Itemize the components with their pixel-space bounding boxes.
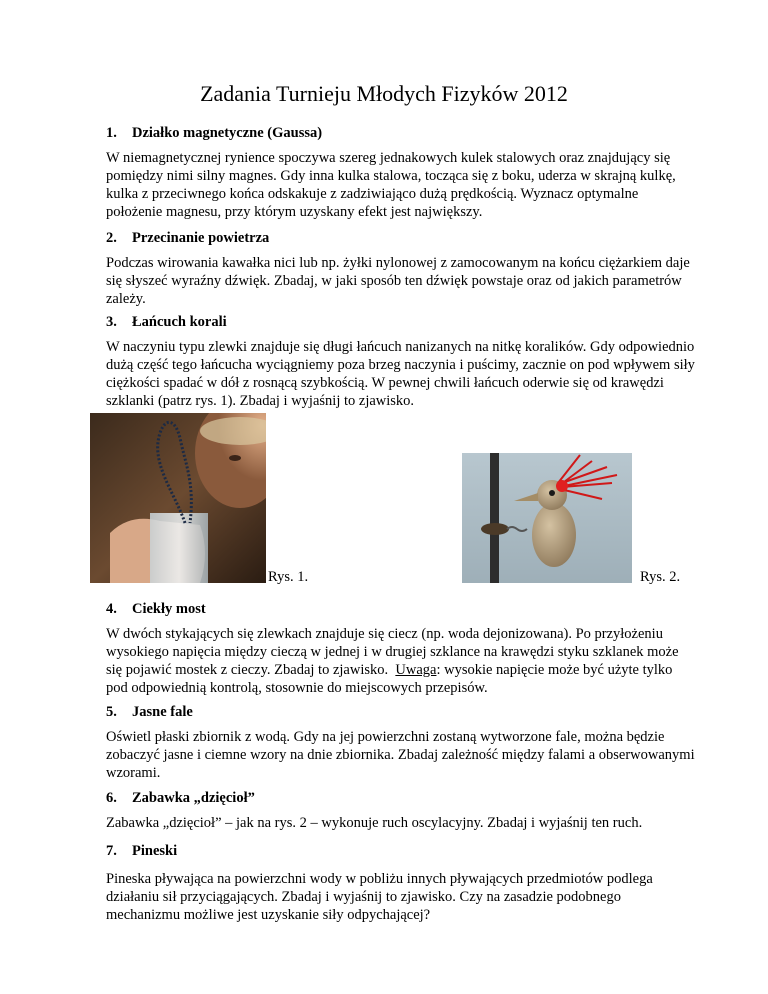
task-number: 4.: [106, 601, 117, 617]
task-title: Działko magnetyczne (Gaussa): [132, 125, 323, 141]
task-number: 1.: [106, 125, 117, 141]
task-text: Oświetl płaski zbiornik z wodą. Gdy na jej powierzchni zostaną wytworzone fale, można będzie zobaczyć jasne i ciemne wzory na dnie zbiornika. Zbadaj zależność między falami a obserwowanymi wzorami.: [106, 729, 695, 781]
figure-2-photo: [462, 453, 632, 583]
page-title: Zadania Turnieju Młodych Fizyków 2012: [200, 81, 568, 106]
figure-1-caption: Rys. 1.: [268, 569, 309, 585]
task-title: Pineski: [132, 843, 178, 859]
task-text: W naczyniu typu zlewki znajduje się długi łańcuch nanizanych na nitkę koralików. Gdy odpowiednio dużą część tego łańcucha wyciągniemy poza brzeg naczynia i puścimy, zacznie on pod wpływem siły ciężkości spadać w dół z rosnącą szybkością. W pewnej chwili łańcuch oderwie się od krawędzi szklanki (patrz rys. 1). Zbadaj i wyjaśnij to zjawisko.: [106, 339, 695, 409]
task-number: 5.: [106, 704, 117, 720]
task-3: [106, 313, 696, 410]
task-heading: [106, 313, 696, 331]
task-text-main: W dwóch stykających się zlewkach znajduje się ciecz (np. woda dejonizowana). Po przyłożeniu wysokiego napięcia między cieczą w jednej i w drugiej szklance na krawędzi styku szklanek może się pojawić mostek z cieczy. Zbadaj to zjawisko.: [106, 626, 679, 678]
task-title: Ciekły most: [132, 601, 206, 617]
task-6: [106, 789, 696, 832]
task-5: [106, 703, 696, 782]
task-text: [106, 625, 696, 697]
task-title: Przecinanie powietrza: [132, 230, 270, 246]
task-heading: [106, 124, 696, 142]
warning-label: Uwaga: [395, 662, 437, 678]
task-number: 7.: [106, 843, 117, 859]
task-title: Zabawka „dzięcioł”: [132, 790, 255, 806]
woodpecker-toy-photo: [462, 453, 632, 583]
task-4: [106, 600, 696, 697]
task-heading: [106, 842, 696, 860]
task-heading: [106, 229, 696, 247]
task-text: W niemagnetycznej rynience spoczywa szereg jednakowych kulek stalowych oraz znajdujący się pomiędzy nimi silny magnes. Gdy inna kulka stalowa, tocząca się z boku, uderza w skrajną kulkę, kulka z przeciwnego końca odskakuje z zadziwiająco dużą prędkością. Wyznacz optymalne położenie magnesu, przy którym uzyskany efekt jest największy.: [106, 150, 676, 220]
task-title: Łańcuch korali: [132, 314, 227, 330]
task-heading: [106, 789, 696, 807]
figure-1-photo: [90, 413, 266, 583]
bead-chain-photo: [90, 413, 266, 583]
task-number: 3.: [106, 314, 117, 330]
task-title: Jasne fale: [132, 704, 193, 720]
figure-2-caption: Rys. 2.: [640, 569, 681, 585]
task-heading: [106, 600, 696, 618]
task-2: [106, 229, 696, 308]
task-text: Podczas wirowania kawałka nici lub np. żyłki nylonowej z zamocowanym na końcu ciężarkiem daje się słyszeć wyraźny dźwięk. Zbadaj, w jaki sposób ten dźwięk powstaje oraz od jakich parametrów zależy.: [106, 255, 690, 307]
task-1: [106, 124, 696, 221]
warning-text: : wysokie napięcie może być użyte tylko pod odpowiednią kontrolą, stosownie do miejscowych przepisów.: [106, 662, 673, 696]
task-7: [106, 842, 696, 924]
task-text: Pineska pływająca na powierzchni wody w pobliżu innych pływających przedmiotów podlega działaniu sił przyciągających. Zbadaj i wyjaśnij to zjawisko. Czy na zasadzie podobnego mechanizmu możliwe jest uzyskanie siły odpychającej?: [106, 871, 653, 923]
task-text: Zabawka „dzięcioł” – jak na rys. 2 – wykonuje ruch oscylacyjny. Zbadaj i wyjaśnij ten ruch.: [106, 815, 643, 831]
task-number: 6.: [106, 790, 117, 806]
task-heading: [106, 703, 696, 721]
task-number: 2.: [106, 230, 117, 246]
